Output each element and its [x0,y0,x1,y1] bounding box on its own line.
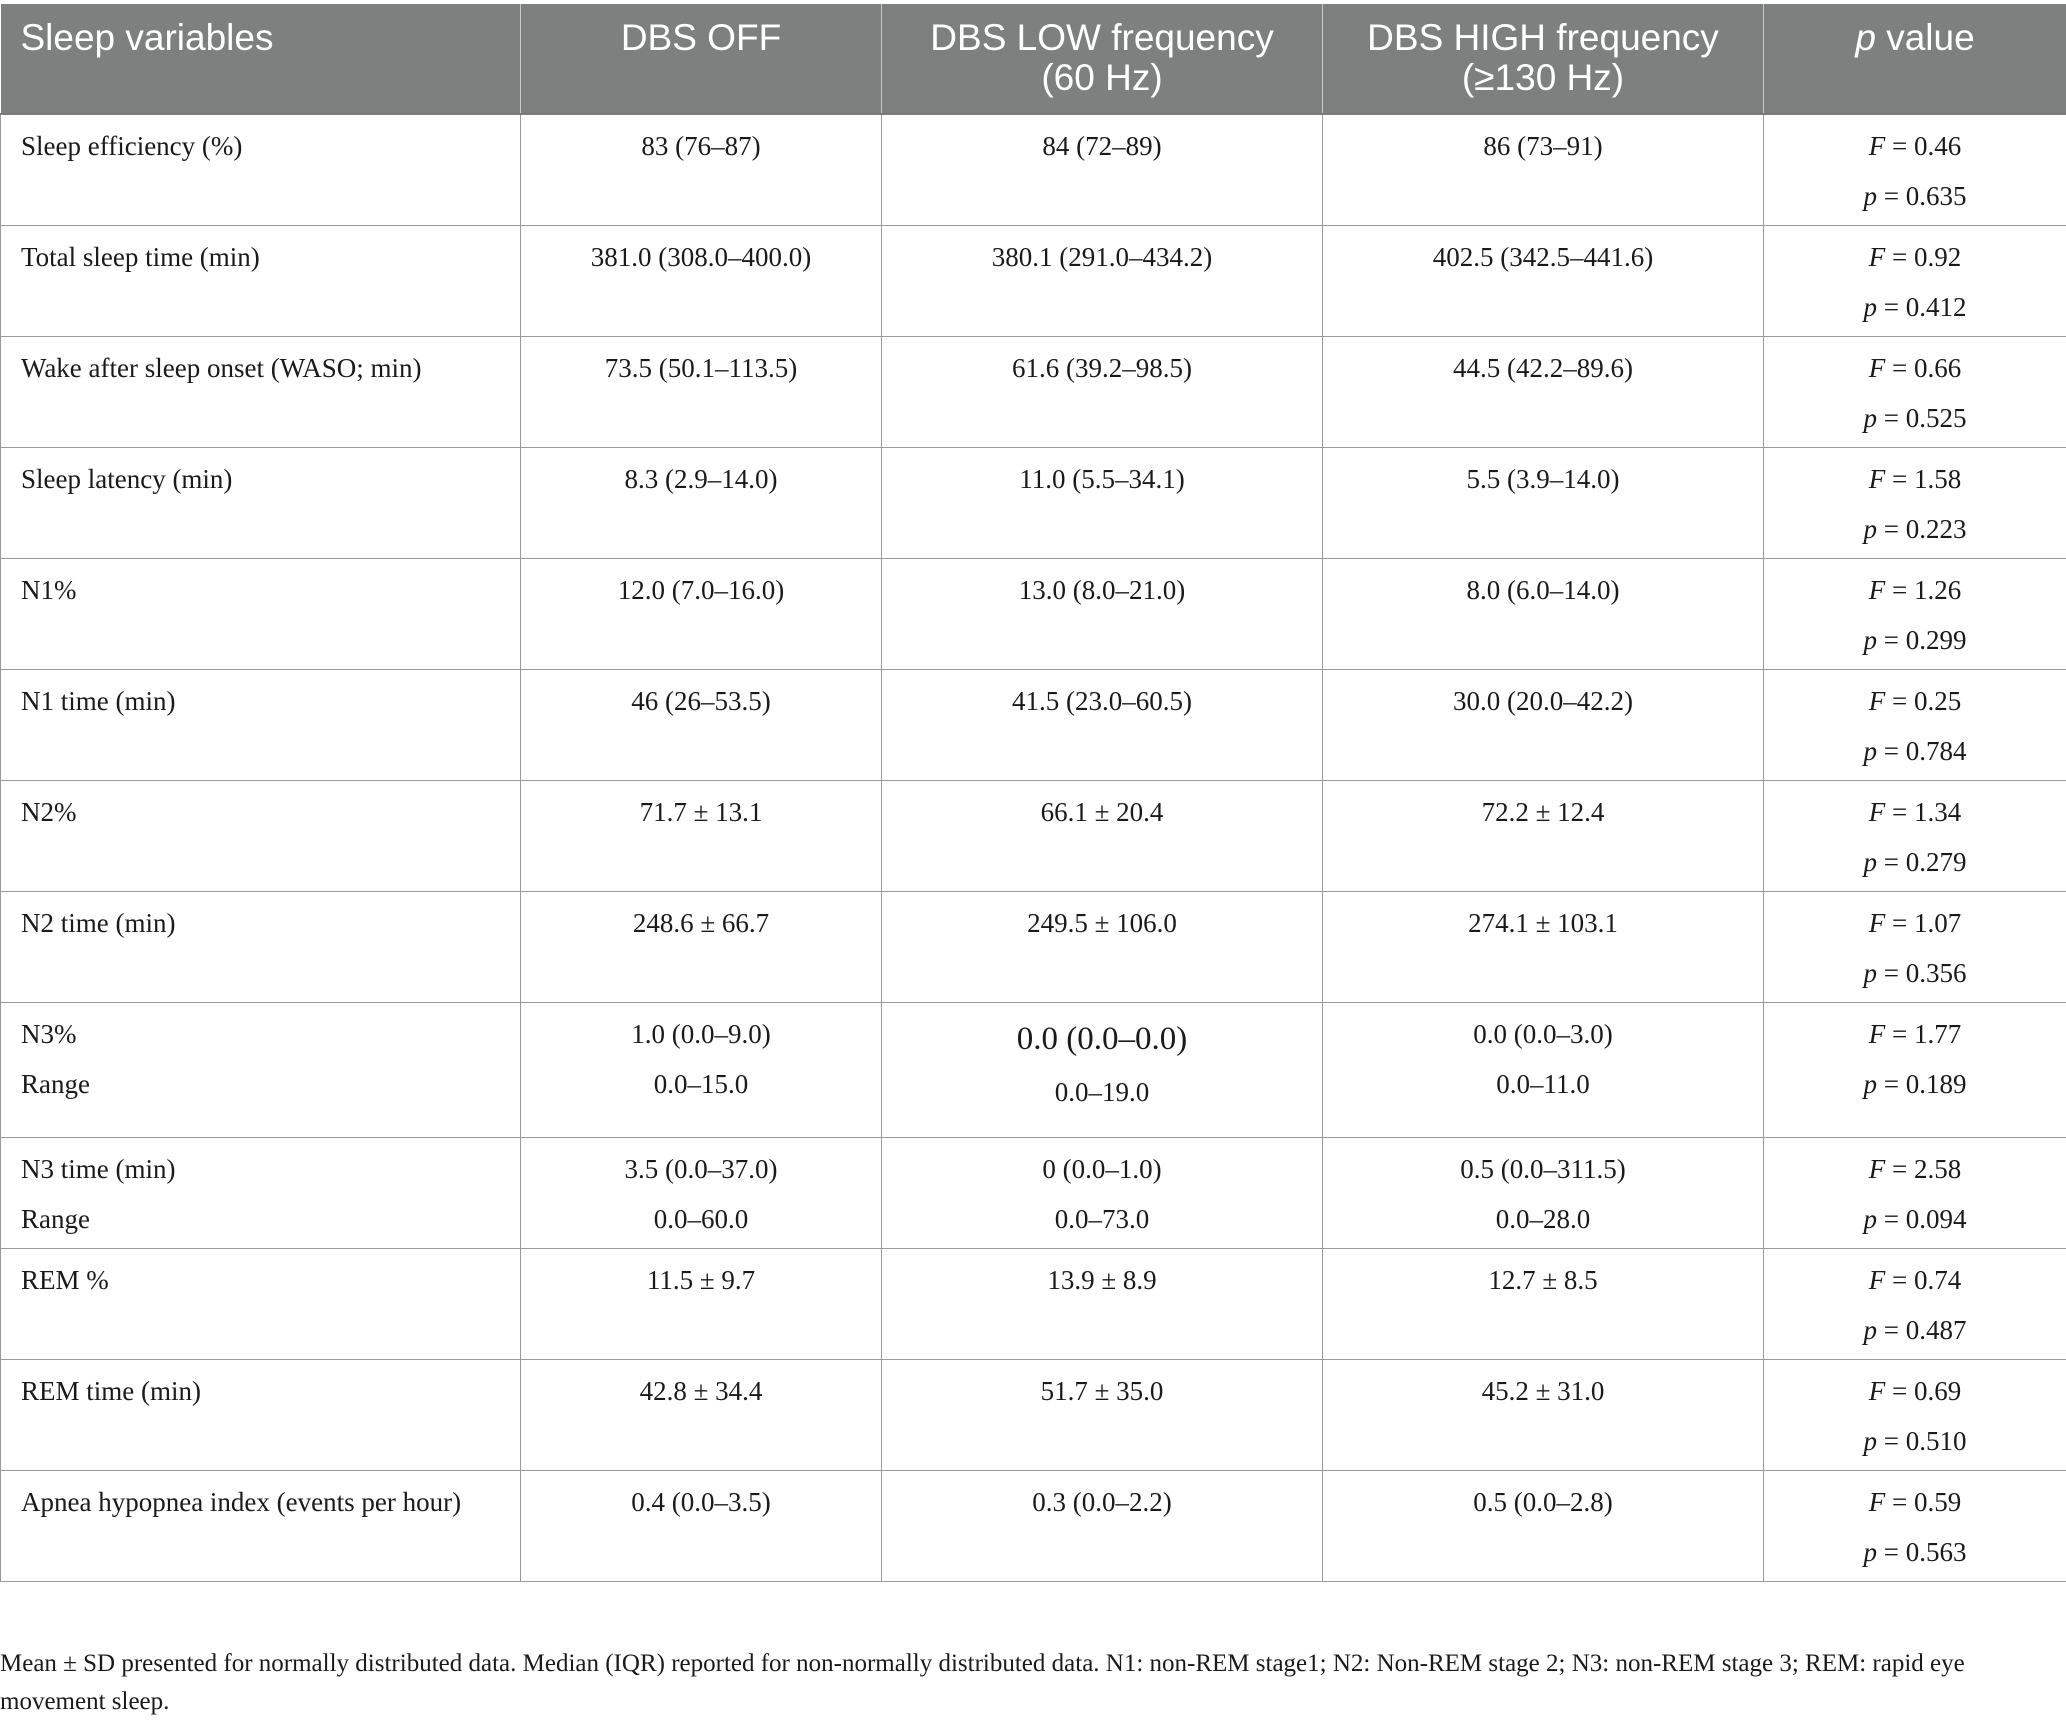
cell-median: 3.5 (0.0–37.0) [624,1153,778,1184]
cell-dbs-off: 248.6 ± 66.7 [521,891,882,1002]
cell-median: 0.0 (0.0–0.0) [1016,1020,1188,1057]
row-label: REM % [1,1248,521,1359]
cell-dbs-high: 274.1 ± 103.1 [1323,891,1764,1002]
header-dbs-low-line1: DBS LOW frequency [930,17,1274,58]
p-stat [1776,504,2054,554]
cell-stats [1764,336,2066,447]
p-letter: p [1863,291,1877,322]
cell-stats [1764,1248,2066,1359]
row-label: Apnea hypopnea index (events per hour) [1,1470,521,1581]
cell-dbs-low: 13.9 ± 8.9 [882,1248,1323,1359]
p-value: 0.279 [1905,846,1967,877]
cell-range: 0.0–73.0 [1054,1203,1150,1234]
cell-dbs-low: 66.1 ± 20.4 [882,780,1323,891]
p-value: 0.356 [1905,957,1967,988]
f-letter: F [1868,1486,1886,1517]
eq-sign: = [1885,463,1914,494]
cell-median: 0 (0.0–1.0) [1042,1153,1162,1184]
cell-stats [1764,891,2066,1002]
row-label: Sleep efficiency (%) [1,114,521,225]
cell-dbs-low: 0.3 (0.0–2.2) [882,1470,1323,1581]
table-row [1,114,2066,225]
f-letter: F [1868,131,1886,161]
row-label: N1% [1,558,521,669]
table-row [1,1248,2066,1359]
eq-sign: = [1877,1536,1906,1567]
cell-dbs-high: 0.5 (0.0–2.8) [1323,1470,1764,1581]
eq-sign: = [1877,402,1906,433]
cell-stats [1764,558,2066,669]
cell-dbs-off: 11.5 ± 9.7 [521,1248,882,1359]
p-letter: p [1863,181,1877,211]
p-stat [1776,171,2054,221]
row-label: REM time (min) [1,1359,521,1470]
f-stat [1776,121,2054,171]
row-label-line2: Range [21,1068,90,1099]
cell-dbs-low: 11.0 (5.5–34.1) [882,447,1323,558]
p-letter: p [1863,735,1877,766]
f-value: 1.34 [1913,796,1962,827]
p-stat [1776,1305,2054,1355]
p-value: 0.223 [1905,513,1967,544]
cell-range: 0.0–28.0 [1495,1203,1591,1234]
cell-dbs-high [1323,1137,1764,1248]
p-stat [1776,1059,2054,1109]
f-value: 1.26 [1913,574,1962,605]
p-value: 0.635 [1905,181,1967,211]
cell-median: 1.0 (0.0–9.0) [631,1018,771,1049]
row-label-line2: Range [21,1203,90,1234]
cell-dbs-high [1323,1002,1764,1137]
cell-stats [1764,669,2066,780]
eq-sign: = [1885,1264,1914,1295]
f-stat [1776,1009,2054,1059]
f-value: 0.46 [1913,131,1962,161]
f-value: 0.92 [1913,241,1962,272]
p-stat [1776,1416,2054,1466]
f-value: 1.07 [1913,907,1962,938]
cell-dbs-off [521,1002,882,1137]
f-letter: F [1868,1264,1886,1295]
cell-dbs-off: 46 (26–53.5) [521,669,882,780]
eq-sign: = [1877,1314,1906,1345]
f-stat [1776,898,2054,948]
row-label-line1: N3% [21,1018,77,1049]
eq-sign: = [1885,131,1914,161]
eq-sign: = [1885,1375,1914,1406]
cell-dbs-low: 61.6 (39.2–98.5) [882,336,1323,447]
header-p-italic: p [1855,17,1876,58]
p-stat [1776,726,2054,776]
eq-sign: = [1877,735,1906,766]
cell-dbs-high: 72.2 ± 12.4 [1323,780,1764,891]
eq-sign: = [1885,1486,1914,1517]
cell-dbs-low: 84 (72–89) [882,114,1323,225]
cell-dbs-off [521,1137,882,1248]
p-value: 0.412 [1905,291,1967,322]
f-letter: F [1868,907,1886,938]
cell-dbs-low [882,1137,1323,1248]
eq-sign: = [1877,957,1906,988]
p-letter: p [1863,846,1877,877]
header-dbs-high [1323,4,1764,114]
cell-dbs-high: 5.5 (3.9–14.0) [1323,447,1764,558]
f-value: 0.59 [1913,1486,1962,1517]
row-label [1,1002,521,1137]
cell-dbs-off: 42.8 ± 34.4 [521,1359,882,1470]
cell-stats [1764,1002,2066,1137]
cell-dbs-low: 41.5 (23.0–60.5) [882,669,1323,780]
p-stat [1776,1194,2054,1244]
cell-dbs-low: 13.0 (8.0–21.0) [882,558,1323,669]
cell-range: 0.0–19.0 [1054,1076,1150,1107]
cell-dbs-low: 380.1 (291.0–434.2) [882,225,1323,336]
f-value: 0.69 [1913,1375,1962,1406]
row-label: Wake after sleep onset (WASO; min) [1,336,521,447]
p-stat [1776,393,2054,443]
f-letter: F [1868,1375,1886,1406]
p-letter: p [1863,1425,1877,1456]
table-row [1,447,2066,558]
f-stat [1776,343,2054,393]
sleep-variables-table-wrapper [0,4,2066,1582]
eq-sign: = [1885,685,1914,716]
cell-dbs-off: 381.0 (308.0–400.0) [521,225,882,336]
cell-dbs-off: 0.4 (0.0–3.5) [521,1470,882,1581]
table-row [1,1137,2066,1248]
eq-sign: = [1877,1203,1906,1234]
cell-dbs-off: 83 (76–87) [521,114,882,225]
cell-dbs-high: 44.5 (42.2–89.6) [1323,336,1764,447]
f-letter: F [1868,241,1886,272]
cell-dbs-high: 30.0 (20.0–42.2) [1323,669,1764,780]
cell-range: 0.0–15.0 [653,1068,749,1099]
cell-dbs-high: 8.0 (6.0–14.0) [1323,558,1764,669]
table-body [1,114,2066,1581]
p-letter: p [1863,957,1877,988]
cell-dbs-off: 71.7 ± 13.1 [521,780,882,891]
table-row [1,558,2066,669]
cell-range: 0.0–11.0 [1496,1068,1590,1099]
cell-dbs-low: 51.7 ± 35.0 [882,1359,1323,1470]
eq-sign: = [1885,907,1914,938]
f-stat [1776,565,2054,615]
header-dbs-high-line1: DBS HIGH frequency [1367,17,1719,58]
row-label [1,1137,521,1248]
cell-median: 0.0 (0.0–3.0) [1473,1018,1613,1049]
cell-stats [1764,447,2066,558]
header-dbs-low [882,4,1323,114]
p-letter: p [1863,1068,1877,1099]
table-row [1,780,2066,891]
cell-dbs-high: 45.2 ± 31.0 [1323,1359,1764,1470]
table-row [1,1002,2066,1137]
eq-sign: = [1885,574,1914,605]
p-value: 0.299 [1905,624,1967,655]
p-value: 0.189 [1905,1068,1967,1099]
cell-dbs-high: 86 (73–91) [1323,114,1764,225]
header-p-rest: value [1875,17,1975,58]
eq-sign: = [1877,846,1906,877]
header-sleep-variables: Sleep variables [1,4,521,114]
p-letter: p [1863,1314,1877,1345]
f-stat [1776,1366,2054,1416]
p-stat [1776,948,2054,998]
row-label: N2 time (min) [1,891,521,1002]
f-letter: F [1868,685,1886,716]
cell-stats [1764,780,2066,891]
cell-dbs-high: 402.5 (342.5–441.6) [1323,225,1764,336]
cell-stats [1764,1470,2066,1581]
p-letter: p [1863,624,1877,655]
eq-sign: = [1877,513,1906,544]
f-stat [1776,454,2054,504]
table-header [1,4,2066,114]
f-stat [1776,676,2054,726]
f-letter: F [1868,352,1886,383]
sleep-variables-table [0,4,2066,1582]
header-row [1,4,2066,114]
cell-dbs-off: 73.5 (50.1–113.5) [521,336,882,447]
cell-stats [1764,225,2066,336]
f-stat [1776,232,2054,282]
p-stat [1776,1527,2054,1577]
eq-sign: = [1877,291,1906,322]
p-value: 0.510 [1905,1425,1967,1456]
row-label-line1: N3 time (min) [21,1153,176,1184]
f-value: 0.74 [1913,1264,1962,1295]
f-value: 0.66 [1913,352,1962,383]
table-row [1,225,2066,336]
table-row [1,891,2066,1002]
f-stat [1776,1477,2054,1527]
f-value: 0.25 [1913,685,1962,716]
cell-dbs-off: 8.3 (2.9–14.0) [521,447,882,558]
p-letter: p [1863,1203,1877,1234]
table-footnote: Mean ± SD presented for normally distributed data. Median (IQR) reported for non-normally distributed data. N1: non-REM stage1; N2: Non-REM stage 2; N3: non-REM stage 3; REM: rapid eye movement sleep. [0,1650,1965,1715]
p-value: 0.094 [1905,1203,1967,1234]
f-stat [1776,787,2054,837]
f-stat [1776,1144,2054,1194]
p-letter: p [1863,1536,1877,1567]
header-dbs-low-line2: (60 Hz) [1041,57,1163,98]
eq-sign: = [1877,181,1906,211]
eq-sign: = [1885,1153,1914,1184]
eq-sign: = [1877,624,1906,655]
f-letter: F [1868,1018,1886,1049]
row-label: Total sleep time (min) [1,225,521,336]
table-row [1,336,2066,447]
f-letter: F [1868,574,1886,605]
eq-sign: = [1877,1068,1906,1099]
p-value: 0.784 [1905,735,1967,766]
f-letter: F [1868,463,1886,494]
cell-range: 0.0–60.0 [653,1203,749,1234]
cell-dbs-off: 12.0 (7.0–16.0) [521,558,882,669]
eq-sign: = [1877,1425,1906,1456]
cell-stats [1764,1137,2066,1248]
table-row [1,1359,2066,1470]
cell-stats [1764,1359,2066,1470]
header-p-value [1764,4,2066,114]
cell-median: 0.5 (0.0–311.5) [1460,1153,1626,1184]
row-label: N2% [1,780,521,891]
row-label: Sleep latency (min) [1,447,521,558]
table-row [1,669,2066,780]
header-dbs-off: DBS OFF [521,4,882,114]
eq-sign: = [1885,1018,1914,1049]
p-letter: p [1863,513,1877,544]
eq-sign: = [1885,796,1914,827]
cell-dbs-low: 249.5 ± 106.0 [882,891,1323,1002]
cell-dbs-low [882,1002,1323,1137]
p-value: 0.525 [1905,402,1967,433]
header-dbs-high-line2: (≥130 Hz) [1461,57,1625,98]
p-stat [1776,615,2054,665]
f-letter: F [1868,796,1886,827]
p-value: 0.563 [1905,1536,1967,1567]
eq-sign: = [1885,352,1914,383]
cell-stats [1764,114,2066,225]
f-value: 2.58 [1913,1153,1962,1184]
p-stat [1776,282,2054,332]
p-letter: p [1863,402,1877,433]
f-value: 1.77 [1913,1018,1962,1049]
eq-sign: = [1885,241,1914,272]
table-row [1,1470,2066,1581]
p-value: 0.487 [1905,1314,1967,1345]
f-value: 1.58 [1913,463,1962,494]
row-label: N1 time (min) [1,669,521,780]
f-stat [1776,1255,2054,1305]
p-stat [1776,837,2054,887]
f-letter: F [1868,1153,1886,1184]
cell-dbs-high: 12.7 ± 8.5 [1323,1248,1764,1359]
